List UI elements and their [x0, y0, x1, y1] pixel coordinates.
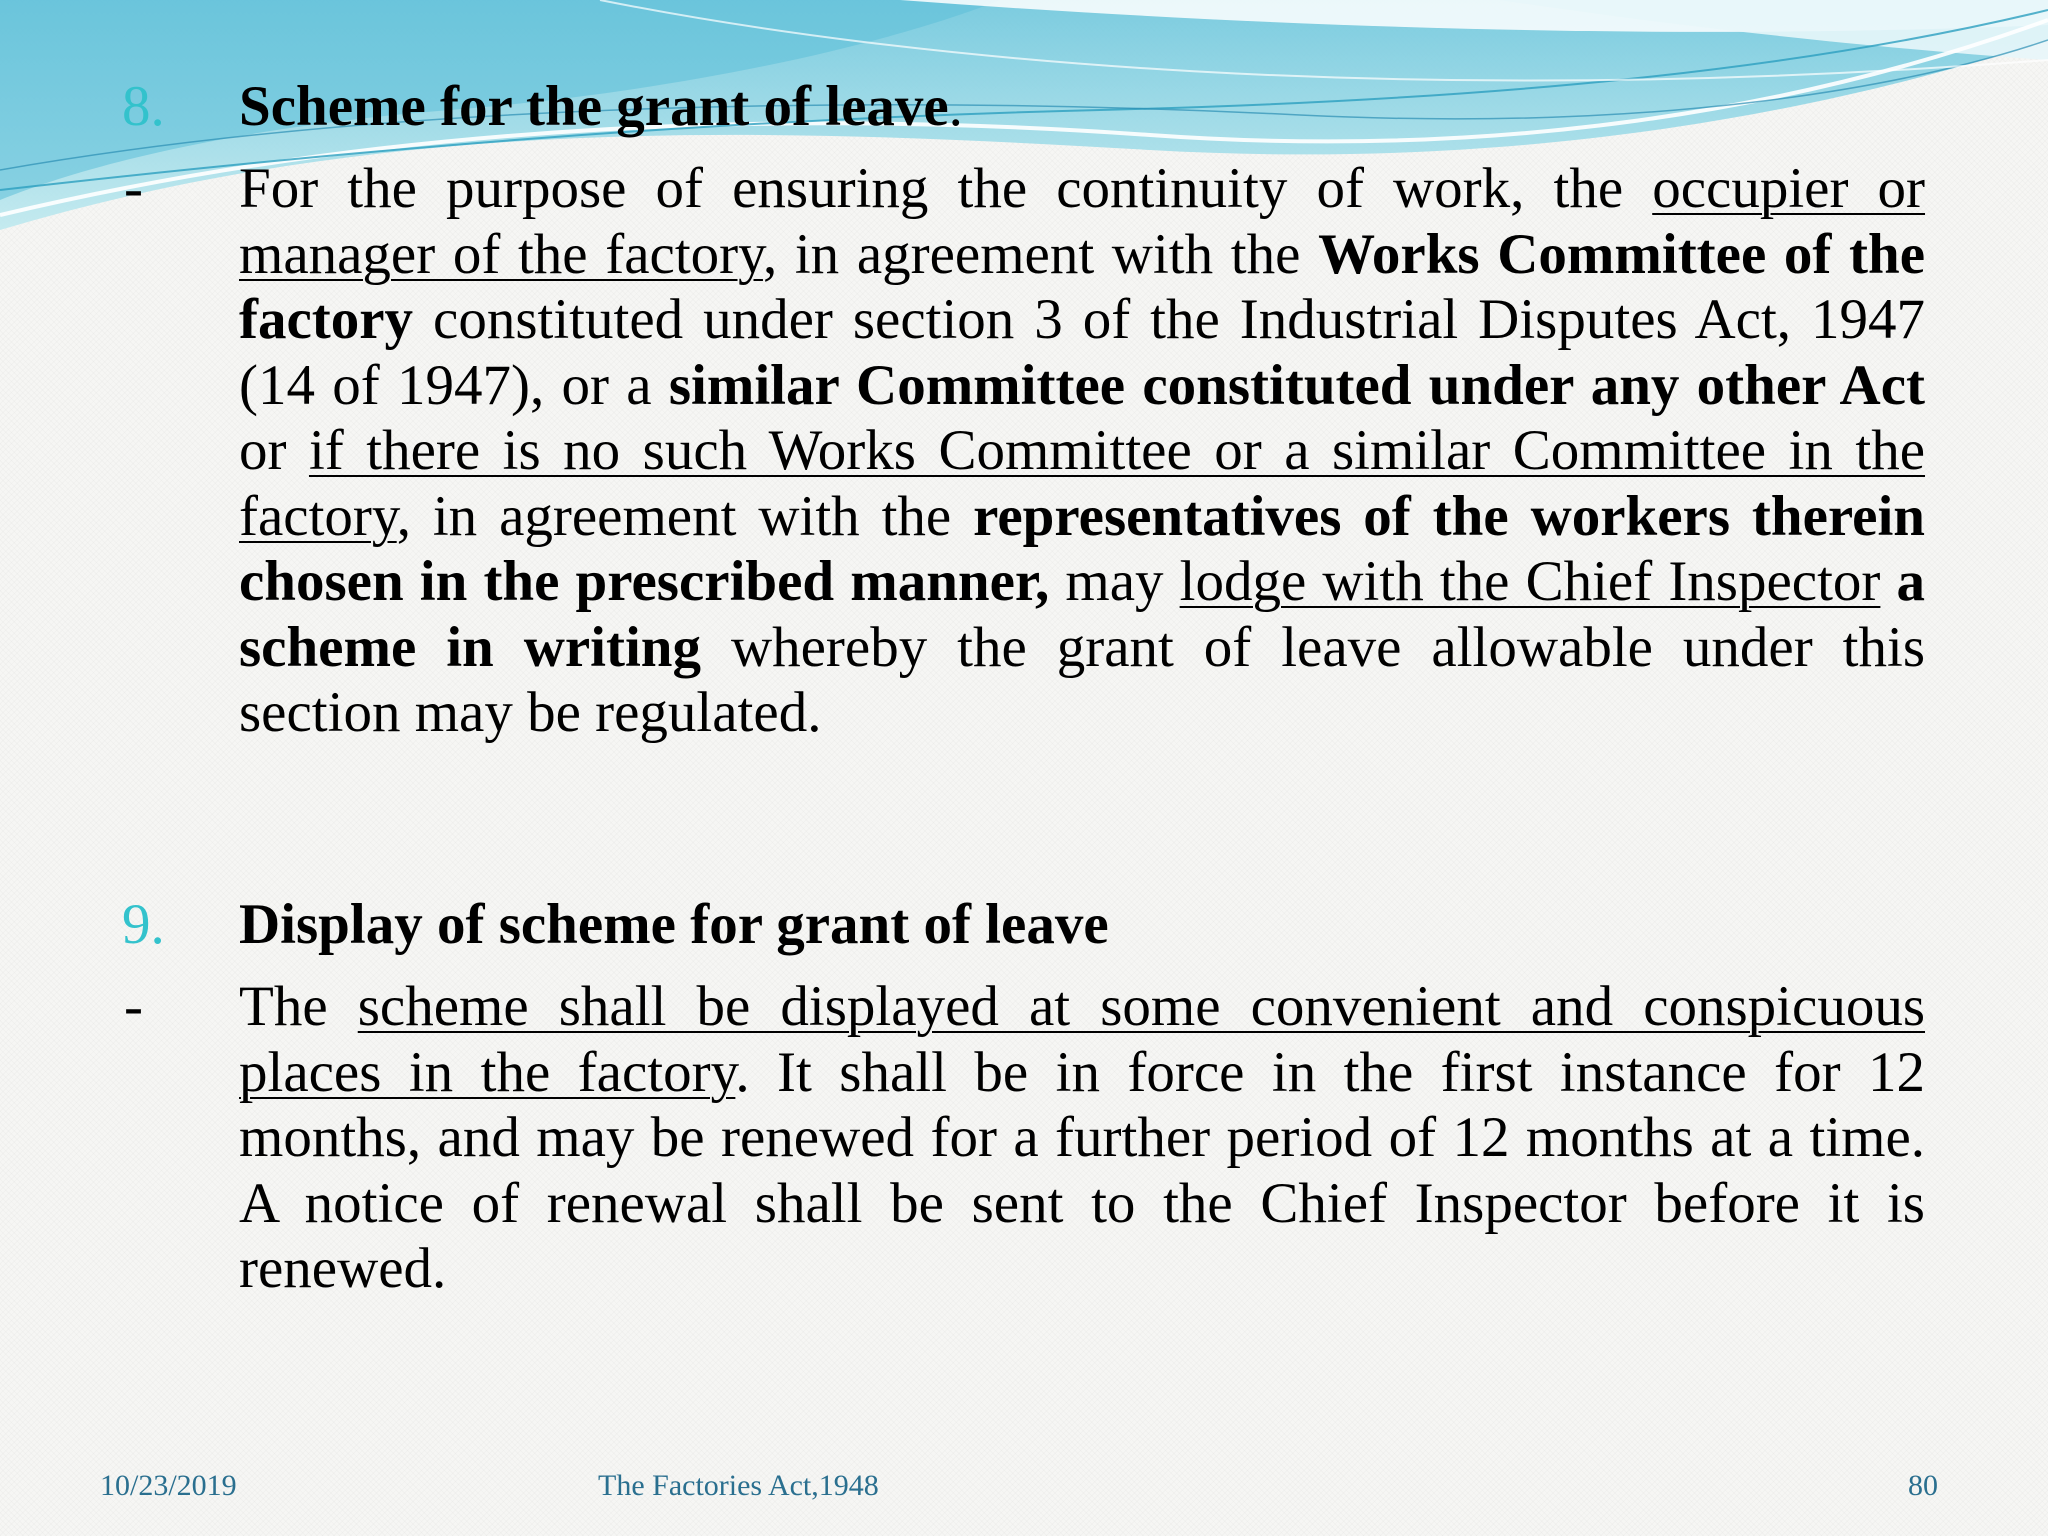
s8-text-4: or	[239, 419, 309, 482]
section-8-title-suffix: .	[948, 75, 963, 138]
s9-text-2: . It shall be in force in the first instance for 12 months, and may be renewed for a further period of 12 months at a time. A notice of renewal shall be sent to the Chief Inspector before it is renewed.	[239, 1040, 1925, 1300]
s8-text-3: constituted under section 3 of the Industrial Disputes Act, 1947 (14 of 1947), or a	[239, 288, 1925, 417]
s8-bold-works-committee: Works Committee of the factory	[239, 222, 1926, 351]
s8-underline-lodge: lodge with the Chief Inspector	[1179, 550, 1881, 613]
section-8-body	[239, 156, 1925, 746]
section-9-number: 9.	[122, 893, 165, 956]
s8-underline-occupier: occupier or manager of the factory	[239, 157, 1926, 286]
s8-text-5: , in agreement with the	[396, 484, 974, 548]
s8-underline-no-committee: if there is no such Works Committee or a similar Committee in the factory	[239, 419, 1926, 548]
section-8-number: 8.	[122, 75, 165, 138]
section-9-body	[239, 974, 1925, 1302]
section-8-title: Scheme for the grant of leave	[239, 75, 949, 138]
section-9-heading	[239, 892, 1925, 958]
s9-text-1: The	[239, 975, 358, 1038]
footer-title: The Factories Act,1948	[598, 1469, 879, 1502]
section-8-bullet: -	[124, 157, 143, 220]
s8-bold-representatives: representatives of the workers therein chosen in the prescribed manner,	[239, 484, 1925, 613]
s8-text-2: , in agreement with the	[762, 222, 1319, 286]
s8-text-6: may	[1049, 550, 1180, 613]
footer-date: 10/23/2019	[100, 1469, 237, 1502]
footer-page-number: 80	[1908, 1469, 1938, 1502]
s8-text-1: For the purpose of ensuring the continuity of work, the	[239, 157, 1653, 220]
section-9-title: Display of scheme for grant of leave	[239, 893, 1109, 956]
s8-text-8: whereby the grant of leave allowable under this section may be regulated.	[239, 615, 1925, 744]
s9-underline-displayed: scheme shall be displayed at some convenient and conspicuous places in the factory	[239, 975, 1926, 1104]
section-8-heading	[239, 74, 1925, 140]
s8-bold-similar-committee: similar Committee constituted under any other Act	[668, 353, 1925, 417]
section-9-bullet: -	[124, 975, 143, 1038]
s8-text-7	[1880, 550, 1896, 613]
s8-bold-scheme-in-writing: a scheme in writing	[239, 550, 1926, 679]
